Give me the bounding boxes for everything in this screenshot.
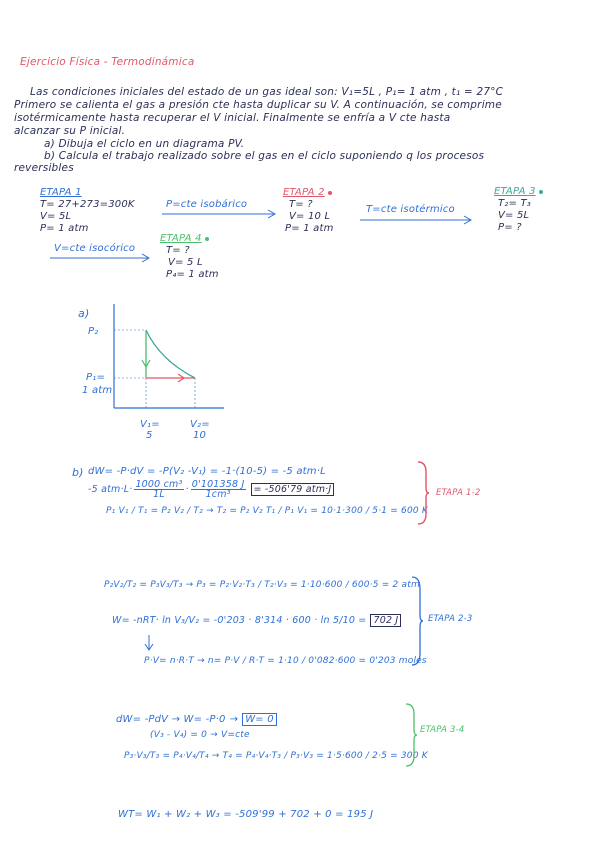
s23-line-2-text: W= -nRT· ln V₃/V₂ = -0'203 · 8'314 · 600 · ln 5/10 = xyxy=(112,615,367,626)
s23-line-2 xyxy=(112,614,401,627)
statement-line-2: Primero se calienta el gas a presión cte hasta duplicar su V. A continuación, se comprime xyxy=(14,99,502,111)
stage-2-t: T= ? xyxy=(289,199,313,210)
stage-3-v: V= 5L xyxy=(498,210,530,221)
stage-1 xyxy=(40,187,135,235)
stage-2-title: ETAPA 2 xyxy=(283,187,325,198)
axis-v1-value: 5 xyxy=(146,430,153,441)
stage-3 xyxy=(494,186,543,234)
stage-2-dot xyxy=(328,191,332,195)
part-a-label: a) xyxy=(78,307,90,320)
bracket-stage-1-2 xyxy=(416,460,430,526)
axis-p1-label: P₁= xyxy=(86,372,106,383)
axis-v1-label: V₁= xyxy=(140,419,160,430)
partb-frac-2 xyxy=(191,480,246,499)
partb-line-2-a: -5 atm·L· xyxy=(88,484,133,495)
axis-p1-value: 1 atm xyxy=(82,385,113,396)
bracket-stage-2-3 xyxy=(410,575,424,667)
stage-1-t: T= 27+273=300K xyxy=(40,199,135,210)
bracket-stage-3-4 xyxy=(404,702,418,768)
partb-line-3: P₁ V₁ / T₁ = P₂ V₂ / T₂ → T₂ = P₂ V₂ T₁ / P₁ V₁ = 10·1·300 / 5·1 = 600 K xyxy=(106,506,428,516)
s34-line-2: (V₃ - V₄) = 0 → V=cte xyxy=(150,730,250,740)
statement-line-3: isotérmicamente hasta recuperar el V inicial. Finalmente se enfría a V cte hasta xyxy=(14,112,451,124)
pv-isothermal-curve xyxy=(146,330,195,378)
statement-line-1: Las condiciones iniciales del estado de un gas ideal son: V₁=5L , P₁= 1 atm , t₁ = 27°C xyxy=(30,86,504,98)
axis-p2-label: P₂ xyxy=(88,326,99,337)
s34-line-1-text: dW= -PdV → W= -P·0 xyxy=(116,714,226,725)
page-title: Ejercicio Física - Termodinámica xyxy=(20,56,195,68)
stage-3-dot xyxy=(539,190,543,194)
stage-4 xyxy=(160,233,219,281)
partb-frac-1 xyxy=(134,480,183,499)
stage-3-t: T₂= T₃ xyxy=(498,198,531,209)
stage-4-v: V= 5 L xyxy=(168,257,203,268)
process-isobaric-label: P=cte isobárico xyxy=(166,199,248,210)
task-b: b) Calcula el trabajo realizado sobre el gas en el ciclo suponiendo q los procesos xyxy=(44,150,485,162)
stage-4-title: ETAPA 4 xyxy=(160,233,202,244)
bracket-label-2-3: ETAPA 2-3 xyxy=(428,614,473,624)
s23-line-1: P₂V₂/T₂ = P₃V₃/T₃ → P₃ = P₂·V₂·T₃ / T₂·V₃ = 1·10·600 / 600·5 = 2 atm xyxy=(104,580,420,590)
task-a: a) Dibuja el ciclo en un diagrama PV. xyxy=(44,138,245,150)
s34-line-1: dW= -PdV → W= -P·0 → W= 0 xyxy=(116,713,277,726)
process-isochoric-arrow xyxy=(48,253,158,263)
stage-2-p: P= 1 atm xyxy=(285,223,334,234)
s34-line-3: P₃·V₃/T₃ = P₄·V₄/T₄ → T₄ = P₄·V₄·T₃ / P₃·V₃ = 1·5·600 / 2·5 = 300 K xyxy=(124,751,428,761)
stage-1-title: ETAPA 1 xyxy=(40,187,82,198)
partb-result-box: = -506'79 atm·J xyxy=(251,483,335,496)
statement-line-4: alcanzar su P inicial. xyxy=(14,125,126,137)
process-isothermal-label: T=cte isotérmico xyxy=(366,204,455,215)
part-b-label: b) xyxy=(72,466,84,479)
total-work: WT= W₁ + W₂ + W₃ = -509'99 + 702 + 0 = 195 J xyxy=(118,809,374,820)
stage-1-p: P= 1 atm xyxy=(40,223,89,234)
s23-line-3: P·V= n·R·T → n= P·V / R·T = 1·10 / 0'082·600 = 0'203 moles xyxy=(144,656,427,666)
partb-frac-2-den: 1cm³ xyxy=(205,489,231,500)
stage-4-p: P₄= 1 atm xyxy=(166,269,219,280)
process-isochoric-label: V=cte isocórico xyxy=(54,243,136,254)
s23-result-box: 702 J xyxy=(370,614,401,627)
axis-v2-value: 10 xyxy=(193,430,207,441)
partb-line-1: dW= -P·dV = -P(V₂ -V₁) = -1·(10-5) = -5 atm·L xyxy=(88,466,326,477)
partb-frac-1-num: 1000 cm³ xyxy=(135,479,183,490)
partb-line-2: -5 atm·L· $\frac{\text{1000 cm³}}{1L}$ · $\frac{0'101358 J}{\text{1cm³}}$ = -506'79 atm·J xyxy=(88,480,334,499)
stage-2 xyxy=(283,187,334,235)
bracket-label-3-4: ETAPA 3-4 xyxy=(420,725,465,735)
bracket-label-1-2: ETAPA 1-2 xyxy=(436,488,481,498)
task-b-cont: reversibles xyxy=(14,162,74,174)
stage-1-v: V= 5L xyxy=(40,211,72,222)
stage-4-dot xyxy=(205,237,209,241)
stage-4-t: T= ? xyxy=(166,245,190,256)
process-isothermal-arrow xyxy=(358,215,478,225)
pv-diagram xyxy=(100,300,230,420)
stage-3-title: ETAPA 3 xyxy=(494,186,536,197)
stage-3-p: P= ? xyxy=(498,222,522,233)
partb-frac-1-den: 1L xyxy=(153,489,165,500)
s23-down-arrow xyxy=(144,634,154,652)
process-isobaric-arrow xyxy=(160,209,280,219)
s34-result-box: W= 0 xyxy=(242,713,277,726)
partb-frac-2-num: 0'101358 J xyxy=(191,479,245,490)
axis-v2-label: V₂= xyxy=(190,419,210,430)
stage-2-v: V= 10 L xyxy=(289,211,331,222)
